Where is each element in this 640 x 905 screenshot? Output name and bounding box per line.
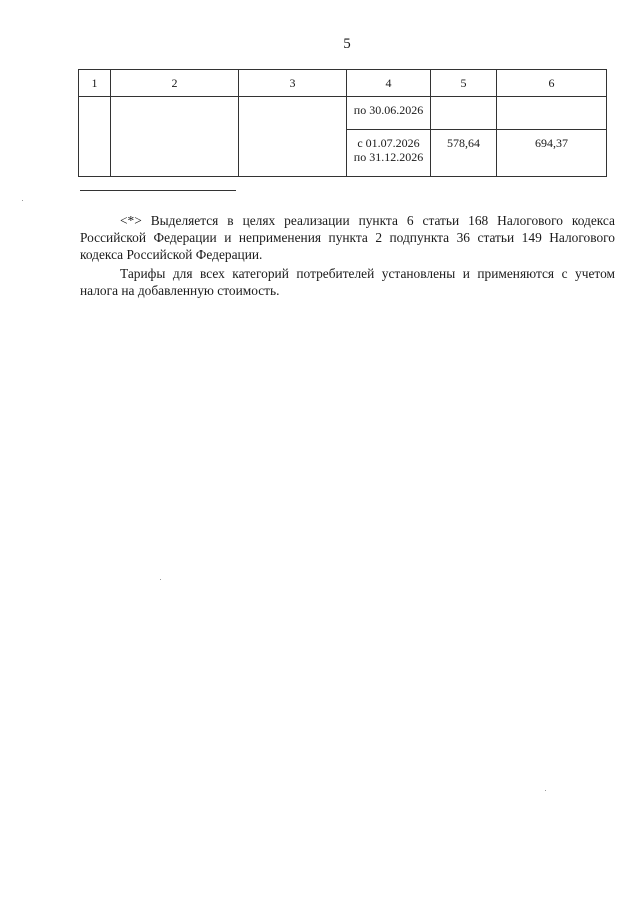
scan-speck: [545, 790, 546, 791]
period-from: с 01.07.2026: [357, 136, 420, 150]
scan-speck: [160, 579, 161, 580]
footnote-text: <*> Выделяется в целях реализации пункта 6 статьи 168 Налогового кодекса Российской Федерации и неприменения пункта 2 подпункта 36 статьи 149 Налогового кодекса Российской Федерации.: [80, 213, 615, 262]
vat-note-text: Тарифы для всех категорий потребителей установлены и применяются с учетом налога на добавленную стоимость.: [80, 266, 615, 298]
column-header: 5: [431, 70, 497, 97]
footnote-separator: [80, 190, 236, 191]
table-cell-empty: [239, 97, 347, 177]
value-cell: 578,64: [431, 130, 497, 177]
column-header: 2: [111, 70, 239, 97]
column-header: 6: [497, 70, 607, 97]
table-row: [79, 97, 607, 130]
tariff-table: [78, 69, 607, 177]
value-cell: [431, 97, 497, 130]
scan-speck: [22, 200, 23, 201]
column-header: 3: [239, 70, 347, 97]
period-cell: по 30.06.2026: [347, 97, 431, 130]
table-cell-empty: [111, 97, 239, 177]
page-number: 5: [343, 36, 351, 52]
period-cell: [347, 130, 431, 177]
column-header: 4: [347, 70, 431, 97]
table-cell-empty: [79, 97, 111, 177]
value-cell: [497, 97, 607, 130]
period-to: по 31.12.2026: [353, 150, 424, 164]
value-cell: 694,37: [497, 130, 607, 177]
notes-block: [80, 212, 615, 301]
table-header-row: [79, 70, 607, 97]
column-header: 1: [79, 70, 111, 97]
